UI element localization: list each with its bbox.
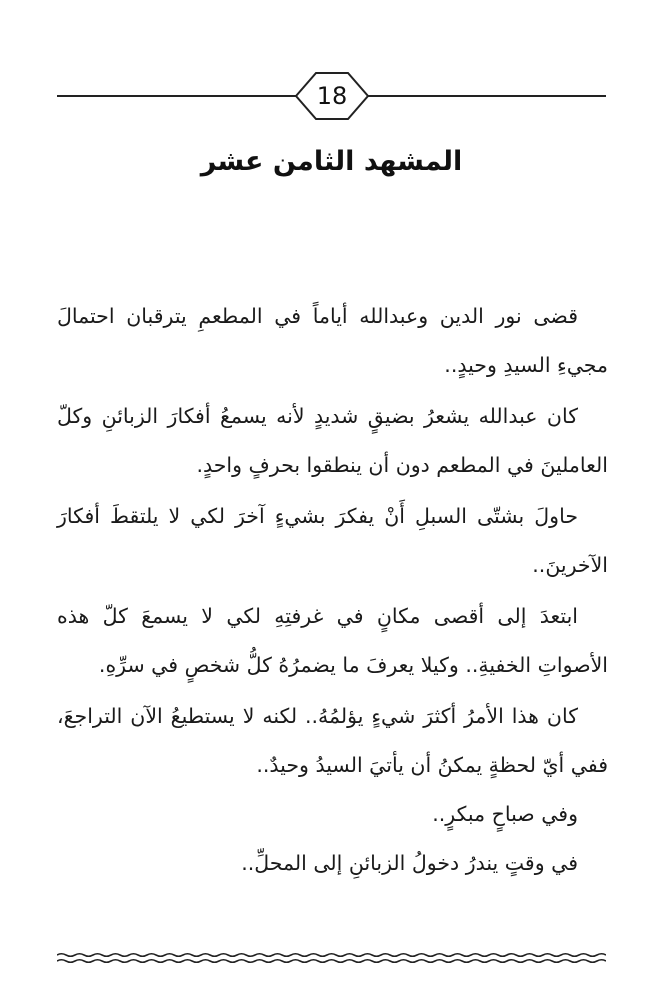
paragraph: وفي صباحٍ مبكرٍ.. [432,802,578,826]
page-number-badge [290,70,374,122]
paragraph: في وقتٍ يندرُ دخولُ الزبائنِ إلى المحلِّ.. [241,851,578,875]
page-number: 18 [316,82,348,110]
paragraph: كان عبدالله يشعرُ بضيقٍ شديدٍ لأنه يسمعُ أفكارَ الزبائنِ وكلّ العاملينَ في المطعم دون أن ينطقوا بحرفٍ واحدٍ. [57,404,608,477]
paragraph: كان هذا الأمرُ أكثرَ شيءٍ يؤلمُهُ.. لكنه لا يستطيعُ الآن التراجعَ، ففي أيّ لحظةٍ يمكنُ أن يأتيَ السيدُ وحيدٌ.. [57,704,608,777]
paragraph: قضى نور الدين وعبدالله أياماً في المطعمِ يترقبان احتمالَ مجيءِ السيدِ وحيدٍ.. [57,304,608,377]
footer-wavy-rule [57,950,606,966]
paragraph: حاولَ بشتّى السبلِ أَنْ يفكرَ بشيءٍ آخرَ لكي لا يلتقطَ أفكارَ الآخرينَ.. [57,504,608,577]
chapter-body [57,292,608,888]
chapter-title: المشهد الثامن عشر [200,146,463,177]
paragraph: ابتعدَ إلى أقصى مكانٍ في غرفتِهِ لكي لا يسمعَ كلّ هذه الأصواتِ الخفيةِ.. وكيلا يعرفَ ما يضمرُهُ كلُّ شخصٍ في سرِّهِ. [57,604,608,677]
